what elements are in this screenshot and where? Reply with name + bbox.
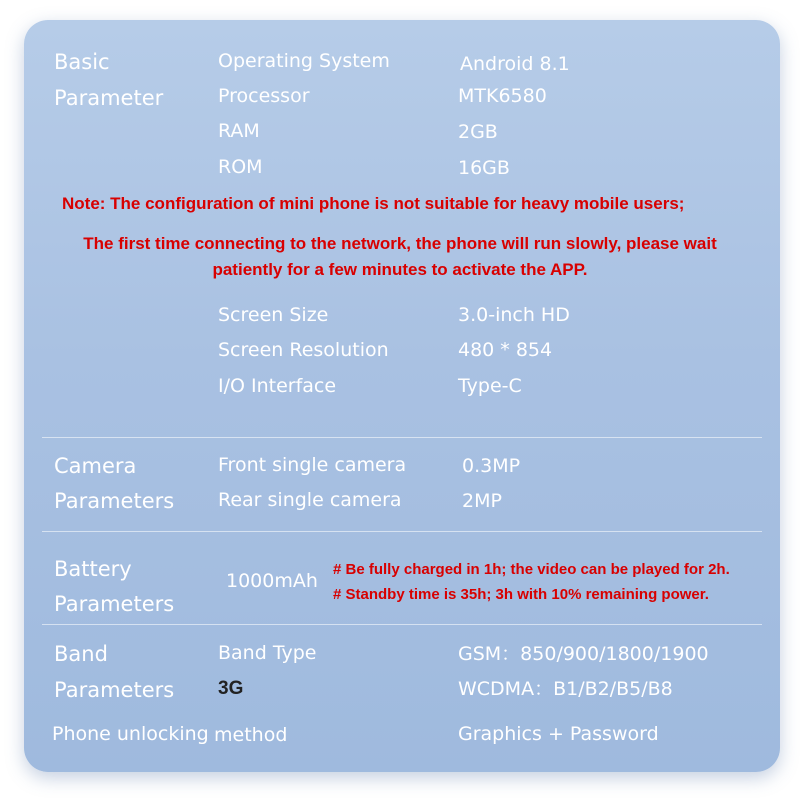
battery-heading-line1: Battery [54, 557, 132, 581]
band-heading-line1: Band [54, 642, 108, 666]
band-wcdma: WCDMA：B1/B2/B5/B8 [458, 678, 673, 700]
note-line3: patiently for a few minutes to activate the APP. [212, 260, 588, 279]
divider-1 [42, 437, 762, 438]
screen-resolution-value: 480 * 854 [458, 339, 553, 361]
band-type-label: Band Type [218, 642, 317, 664]
divider-2 [42, 531, 762, 532]
unlock-label-part2: method [214, 724, 288, 746]
note-line1: Note: The configuration of mini phone is not suitable for heavy mobile users; [62, 194, 685, 213]
front-camera-label: Front single camera [218, 454, 407, 476]
ram-value: 2GB [458, 121, 498, 143]
rear-camera-value: 2MP [462, 490, 502, 512]
note-line2: The first time connecting to the network, the phone will run slowly, please wait [83, 234, 717, 253]
basic-heading-line1: Basic [54, 50, 110, 74]
divider-3 [42, 624, 762, 625]
io-interface-value: Type-C [458, 375, 522, 397]
io-interface-label: I/O Interface [218, 375, 337, 397]
screen-size-value: 3.0-inch HD [458, 304, 570, 326]
screen-size-label: Screen Size [218, 304, 329, 326]
rom-label: ROM [218, 156, 263, 178]
ram-label: RAM [218, 120, 260, 142]
battery-note1: # Be fully charged in 1h; the video can be played for 2h. [333, 561, 730, 578]
processor-label: Processor [218, 85, 310, 107]
battery-capacity: 1000mAh [226, 570, 318, 592]
rear-camera-label: Rear single camera [218, 489, 402, 511]
camera-heading-line1: Camera [54, 454, 137, 478]
band-gsm: GSM：850/900/1800/1900 [458, 643, 709, 665]
unlock-label-part1: Phone unlocking [52, 723, 209, 745]
band-type-3g: 3G [218, 678, 244, 699]
front-camera-value: 0.3MP [462, 455, 521, 477]
rom-value: 16GB [458, 157, 510, 179]
screen-resolution-label: Screen Resolution [218, 339, 389, 361]
unlock-value: Graphics + Password [458, 723, 659, 745]
battery-heading-line2: Parameters [54, 592, 175, 616]
os-value: Android 8.1 [460, 53, 570, 75]
camera-heading-line2: Parameters [54, 489, 175, 513]
basic-heading-line2: Parameter [54, 86, 164, 110]
battery-note2: # Standby time is 35h; 3h with 10% remaining power. [333, 586, 709, 603]
band-heading-line2: Parameters [54, 678, 175, 702]
os-label: Operating System [218, 50, 390, 72]
processor-value: MTK6580 [458, 85, 547, 107]
